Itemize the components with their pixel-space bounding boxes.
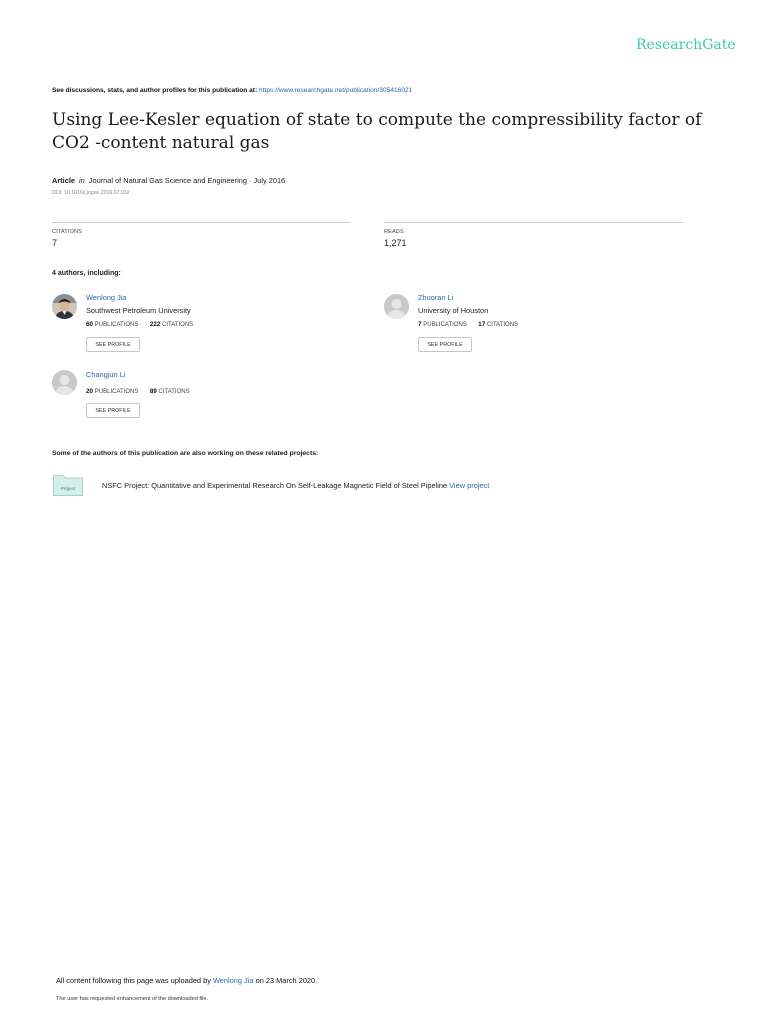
author-stats bbox=[418, 321, 518, 328]
in-word: in bbox=[79, 176, 85, 185]
project-icon-label: Project bbox=[60, 486, 76, 491]
doi: DOI: 10.1016/j.jngse.2016.07.032 bbox=[52, 190, 130, 196]
author-stats bbox=[86, 321, 193, 328]
citations-value: 7 bbox=[52, 238, 58, 248]
researchgate-logo[interactable]: ResearchGate bbox=[636, 37, 736, 53]
upload-suffix: on 23 March 2020. bbox=[255, 976, 318, 985]
see-profile-button[interactable]: SEE PROFILE bbox=[86, 403, 140, 418]
publications-count: 60 bbox=[86, 321, 94, 328]
author-stats bbox=[86, 388, 190, 395]
author-name[interactable]: Zhuoran Li bbox=[418, 293, 454, 302]
discussion-prefix: See discussions, stats, and author profiles for this publication at: bbox=[52, 87, 258, 94]
default-avatar-icon bbox=[52, 370, 77, 395]
publications-word: PUBLICATIONS bbox=[423, 322, 467, 328]
citations-count: 89 bbox=[149, 388, 157, 395]
publication-link[interactable]: https://www.researchgate.net/publication/305416021 bbox=[259, 87, 413, 94]
author-name[interactable]: Wenlong Jia bbox=[86, 293, 127, 302]
article-type: Article bbox=[52, 176, 76, 185]
author-photo-icon bbox=[52, 294, 77, 319]
citations-word: CITATIONS bbox=[486, 322, 519, 328]
citations-label: CITATIONS bbox=[52, 229, 82, 235]
article-line bbox=[52, 176, 285, 185]
project-text: NSFC Project: Quantitative and Experimental Research On Self-Leakage Magnetic Field of Steel Pipeline bbox=[102, 481, 448, 490]
divider-left bbox=[52, 222, 350, 223]
avatar[interactable] bbox=[52, 370, 77, 395]
divider-right bbox=[384, 222, 683, 223]
enhancement-note: The user has requested enhancement of the downloaded file. bbox=[56, 996, 209, 1002]
authors-heading: 4 authors, including: bbox=[52, 270, 121, 277]
author-institution[interactable]: Southwest Petroleum University bbox=[86, 306, 191, 315]
author-name[interactable]: Changjun Li bbox=[86, 370, 126, 379]
see-profile-button[interactable]: SEE PROFILE bbox=[86, 337, 140, 352]
publications-word: PUBLICATIONS bbox=[94, 389, 139, 395]
upload-note bbox=[56, 976, 317, 985]
citations-word: CITATIONS bbox=[158, 389, 190, 395]
citations-count: 222 bbox=[149, 321, 161, 328]
publications-word: PUBLICATIONS bbox=[94, 322, 139, 328]
project-line bbox=[102, 481, 489, 490]
reads-label: READS bbox=[384, 229, 404, 235]
citations-count: 17 bbox=[478, 321, 486, 328]
upload-prefix: All content following this page was uploaded by bbox=[56, 976, 211, 985]
uploader-link[interactable]: Wenlong Jia bbox=[212, 976, 254, 985]
publications-count: 20 bbox=[86, 388, 94, 395]
discussion-line bbox=[52, 87, 412, 94]
avatar[interactable] bbox=[52, 294, 77, 319]
see-profile-button[interactable]: SEE PROFILE bbox=[418, 337, 472, 352]
journal-date: Journal of Natural Gas Science and Engineering · July 2016 bbox=[88, 176, 286, 185]
default-avatar-icon bbox=[384, 294, 409, 319]
view-project-link[interactable]: View project bbox=[449, 481, 490, 490]
related-projects-heading: Some of the authors of this publication are also working on these related projects: bbox=[52, 450, 319, 457]
author-institution[interactable]: University of Houston bbox=[418, 306, 489, 315]
paper-title: Using Lee-Kesler equation of state to compute the compressibility factor of CO2 -content natural gas bbox=[52, 110, 702, 153]
avatar[interactable] bbox=[384, 294, 409, 319]
reads-value: 1,271 bbox=[384, 238, 407, 248]
citations-word: CITATIONS bbox=[162, 322, 194, 328]
folder-icon bbox=[53, 474, 83, 496]
project-folder-icon[interactable] bbox=[53, 474, 83, 496]
publications-count: 7 bbox=[418, 321, 422, 328]
